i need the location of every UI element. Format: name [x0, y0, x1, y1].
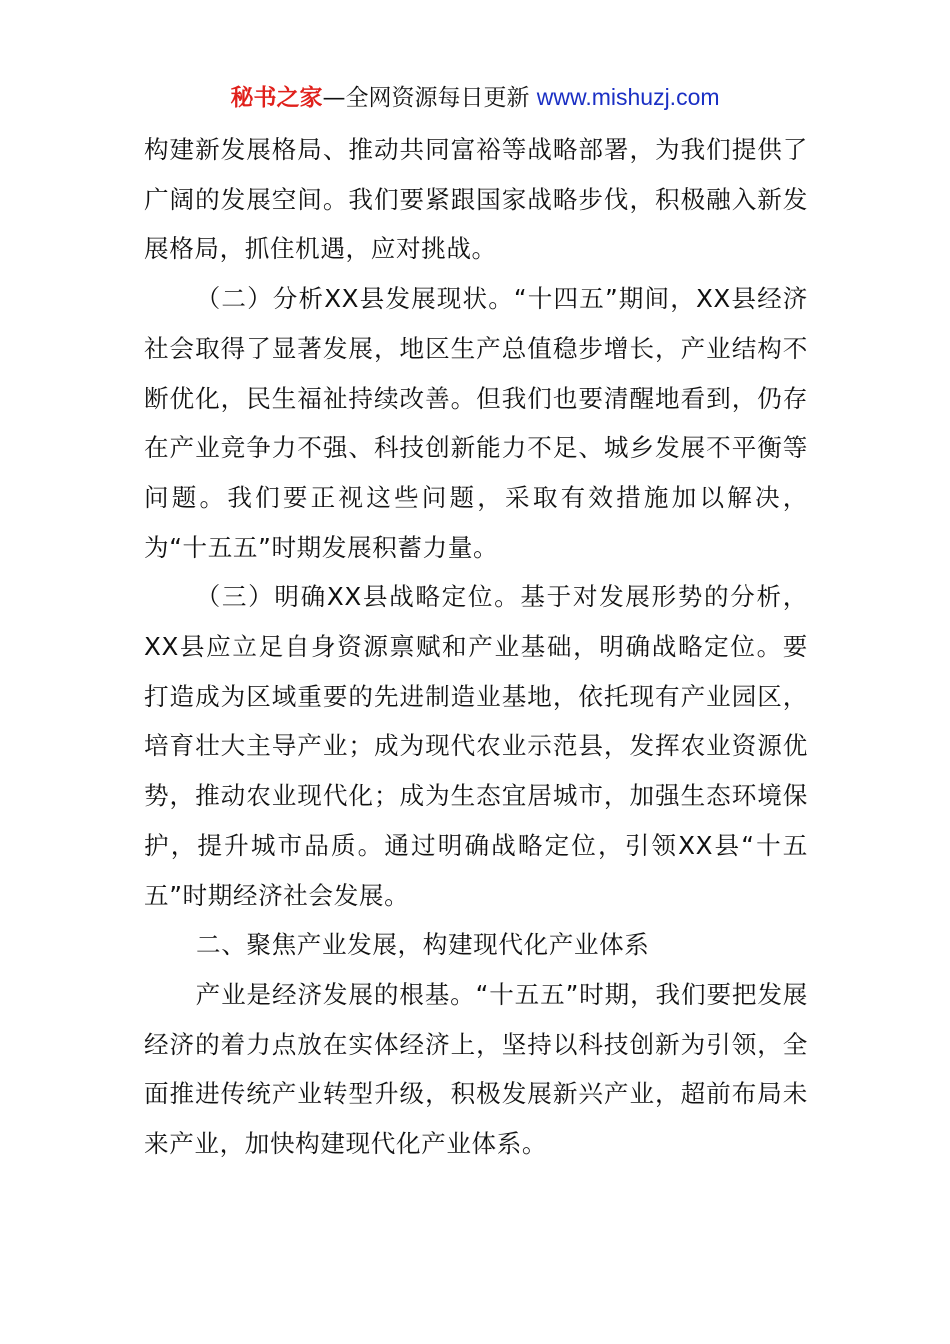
site-brand: 秘书之家	[230, 85, 323, 111]
site-url-link[interactable]: www.mishuzj.com	[536, 84, 720, 110]
paragraph-continuation: 构建新发展格局、推动共同富裕等战略部署，为我们提供了广阔的发展空间。我们要紧跟国家战略步伐，积极融入新发展格局，抓住机遇，应对挑战。	[144, 135, 808, 264]
site-tagline: —全网资源每日更新	[322, 85, 530, 111]
paragraph-industry: 产业是经济发展的根基。“十五五”时期，我们要把发展经济的着力点放在实体经济上，坚持以科技创新为引领，全面推进传统产业转型升级，积极发展新兴产业，超前布局未来产业，加快构建现代化产业体系。	[144, 979, 808, 1159]
document-body	[144, 125, 808, 1169]
section-heading: 二、聚焦产业发展，构建现代化产业体系	[196, 930, 650, 960]
paragraph-section-3: （三）明确XX县战略定位。基于对发展形势的分析，XX县应立足自身资源禀赋和产业基础，明确战略定位。要打造成为区域重要的先进制造业基地，依托现有产业园区，培育壮大主导产业；成为现代农业示范县，发挥农业资源优势，推动农业现代化；成为生态宜居城市，加强生态环境保护，提升城市品质。通过明确战略定位，引领XX县“十五五”时期经济社会发展。	[144, 582, 808, 910]
site-header	[0, 80, 950, 115]
paragraph-section-2: （二）分析XX县发展现状。“十四五”期间，XX县经济社会取得了显著发展，地区生产总值稳步增长，产业结构不断优化，民生福祉持续改善。但我们也要清醒地看到，仍存在产业竞争力不强、科技创新能力不足、城乡发展不平衡等问题。我们要正视这些问题，采取有效措施加以解决，为“十五五”时期发展积蓄力量。	[144, 284, 808, 562]
